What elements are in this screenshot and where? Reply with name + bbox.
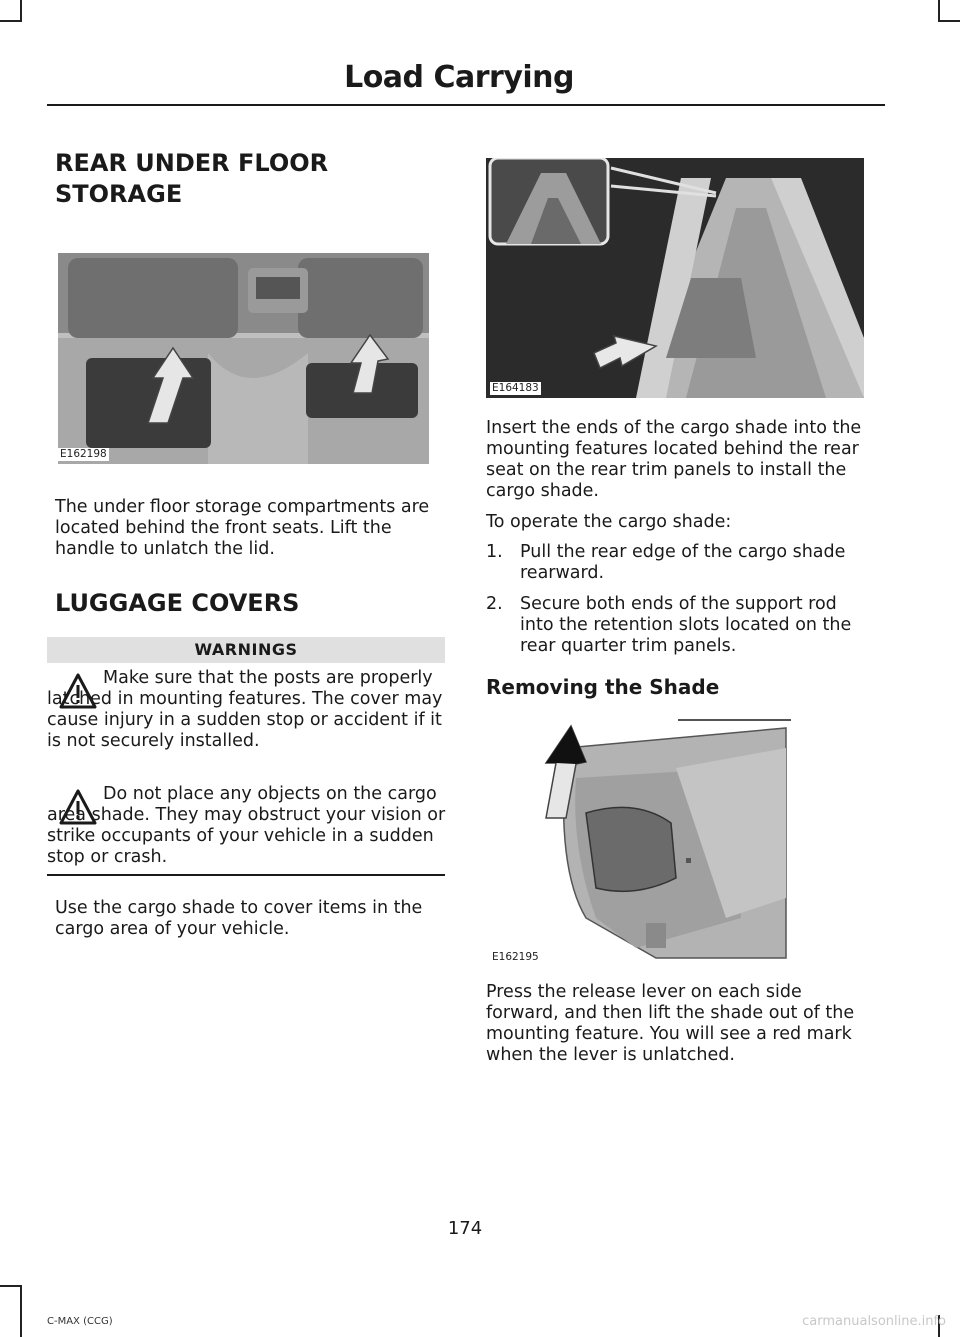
crop-mark <box>0 20 22 22</box>
website-watermark: carmanualsonline.info <box>802 1314 946 1329</box>
rear-storage-paragraph: The under floor storage compartments are located behind the front seats. Lift the handle to unlatch the lid. <box>55 497 430 559</box>
crop-mark <box>938 0 940 22</box>
page-number: 174 <box>447 1218 483 1239</box>
underfloor-storage-figure <box>58 253 429 464</box>
crop-mark <box>0 1285 22 1287</box>
page-title: Load Carrying <box>344 60 574 95</box>
underfloor-storage-illustration <box>58 253 429 464</box>
luggage-covers-paragraph: Use the cargo shade to cover items in the cargo area of your vehicle. <box>55 898 423 939</box>
cargo-shade-mounting-figure <box>486 158 864 398</box>
section-heading-rear-storage <box>55 148 328 210</box>
list-item <box>486 542 866 584</box>
header-divider <box>47 104 885 106</box>
figure-code: E164183 <box>492 382 539 394</box>
model-label: C-MAX (CCG) <box>47 1316 113 1327</box>
step-number: 2. <box>486 594 503 614</box>
crop-mark <box>938 20 960 22</box>
list-item <box>486 594 866 657</box>
operation-steps-list <box>486 542 866 667</box>
warning-text: Do not place any objects on the cargo area shade. They may obstruct your vision or strike occupants of your vehicle in a sudden stop or crash. <box>47 784 446 867</box>
release-lever-figure <box>486 718 794 968</box>
warnings-title: WARNINGS <box>47 637 445 663</box>
crop-mark <box>20 1285 22 1337</box>
cargo-shade-illustration <box>486 158 864 398</box>
removing-shade-paragraph: Press the release lever on each side forward, and then lift the shade out of the mounting feature. You will see a red mark when the lever is unlatched. <box>486 982 855 1065</box>
crop-mark <box>20 0 22 22</box>
step-text: Pull the rear edge of the cargo shade rearward. <box>520 542 846 583</box>
subheading-removing-shade: Removing the Shade <box>486 675 720 699</box>
step-text: Secure both ends of the support rod into the retention slots located on the rear quarter trim panels. <box>520 594 852 656</box>
figure-code: E162195 <box>492 951 539 963</box>
heading-line: REAR UNDER FLOOR <box>55 149 329 177</box>
warnings-divider <box>47 874 445 876</box>
warning-text: Make sure that the posts are properly latched in mounting features. The cover may cause injury in a sudden stop or accident if it is not securely installed. <box>47 668 443 751</box>
step-number: 1. <box>486 542 503 562</box>
release-lever-illustration <box>486 718 794 968</box>
cargo-shade-paragraph: Insert the ends of the cargo shade into the mounting features located behind the rear seat on the rear trim panels to install the cargo shade. <box>486 418 862 501</box>
cargo-shade-intro: To operate the cargo shade: <box>486 512 732 532</box>
heading-line: STORAGE <box>55 180 183 208</box>
section-heading-luggage-covers: LUGGAGE COVERS <box>55 589 300 617</box>
figure-code: E162198 <box>60 448 107 460</box>
